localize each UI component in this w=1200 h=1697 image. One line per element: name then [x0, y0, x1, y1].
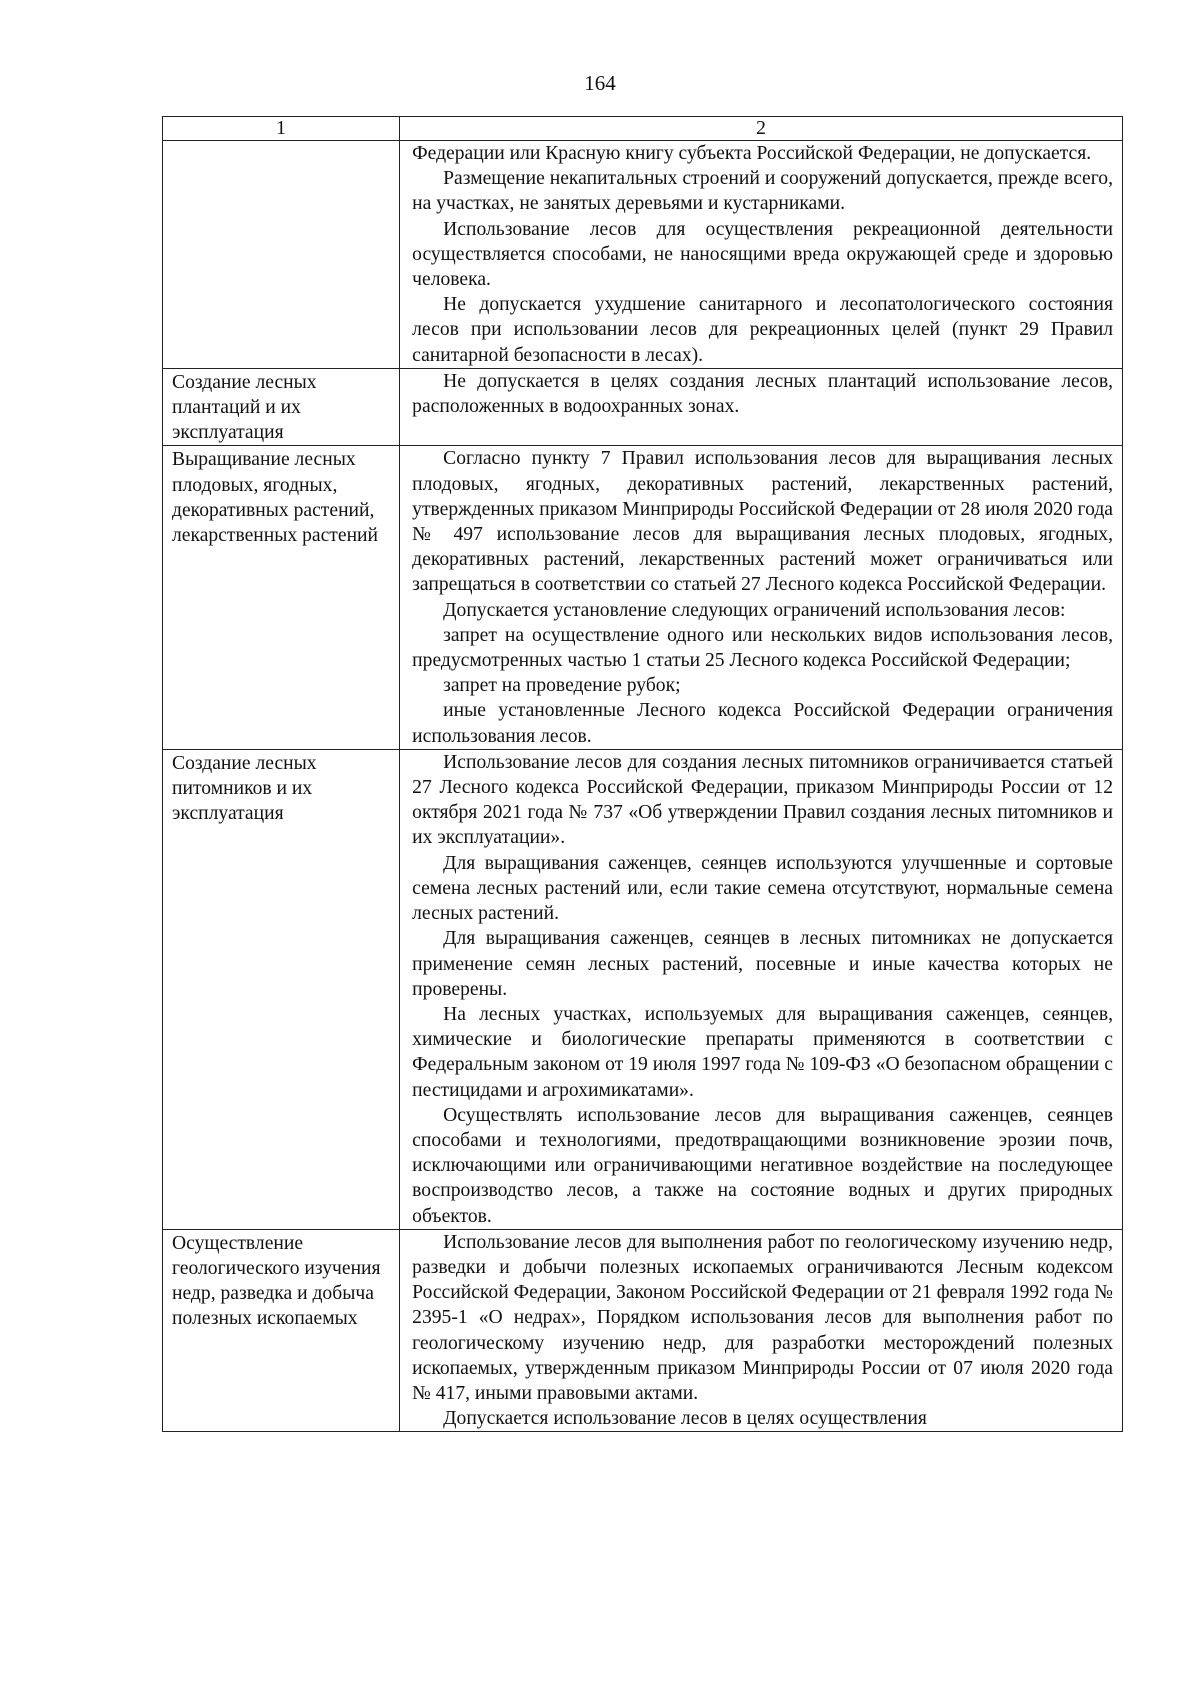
- paragraph: запрет на проведение рубок;: [443, 675, 681, 697]
- row-text: [400, 141, 1123, 369]
- paragraph: Допускается установление следующих ограничений использования лесов:: [443, 599, 1066, 621]
- restrictions-table: [162, 116, 1123, 1432]
- row-label: Выращивание лесных плодовых, ягодных, декоративных растений, лекарственных растений: [163, 446, 400, 749]
- table-row: [163, 446, 1123, 749]
- row-label: [163, 141, 400, 369]
- table-row: [163, 141, 1123, 369]
- table-row: [163, 1229, 1123, 1432]
- column-header-1: 1: [163, 117, 400, 141]
- table-header-row: [163, 117, 1123, 141]
- paragraph: Использование лесов для создания лесных питомников ограничивается статьей 27 Лесного кодекса Российской Федерации, приказом Минприроды России от 12 октября 2021 года № 737 «Об утверждении Правил создания лесных питомников и их эксплуатации».: [412, 751, 1113, 849]
- row-text: [400, 1229, 1123, 1432]
- table-row: [163, 749, 1123, 1229]
- paragraph: Не допускается ухудшение санитарного и лесопатологического состояния лесов при использовании лесов для рекреационных целей (пункт 29 Правил санитарной безопасности в лесах).: [412, 294, 1113, 366]
- paragraph: иные установленные Лесного кодекса Российской Федерации ограничения использования лесов.: [412, 700, 1113, 747]
- paragraph: Для выращивания саженцев, сеянцев в лесных питомниках не допускается применение семян лесных растений, посевные и иные качества которых не проверены.: [412, 928, 1113, 1000]
- paragraph: Использование лесов для выполнения работ по геологическому изучению недр, разведки и добычи полезных ископаемых ограничиваются Лесным кодексом Российской Федерации, Законом Российской Федерации от 21 февраля 1992 года № 2395-1 «О недрах», Порядком использования лесов для выполнения работ по геологическому изучению недр, для разработки месторождений полезных ископаемых, утвержденным приказом Минприроды России от 07 июля 2020 года № 417, иными правовыми актами.: [412, 1231, 1113, 1404]
- paragraph: Размещение некапитальных строений и сооружений допускается, прежде всего, на участках, не занятых деревьями и кустарниками.: [412, 168, 1113, 215]
- paragraph: запрет на осуществление одного или нескольких видов использования лесов, предусмотренных частью 1 статьи 25 Лесного кодекса Российской Федерации;: [412, 624, 1113, 672]
- table-row: [163, 368, 1123, 446]
- row-label: Создание лесных питомников и их эксплуатация: [163, 749, 400, 1229]
- paragraph: Допускается использование лесов в целях осуществления: [443, 1408, 927, 1430]
- paragraph: Согласно пункту 7 Правил использования лесов для выращивания лесных плодовых, ягодных, декоративных растений, лекарственных растений, утвержденных приказом Минприроды Российской Федерации от 28 июля 2020 года № 497 использование лесов для выращивания лесных плодовых, ягодных, декоративных растений, лекарственных растений может ограничиваться или запрещаться в соответствии со статьей 27 Лесного кодекса Российской Федерации.: [412, 448, 1113, 596]
- page-number: 164: [584, 71, 616, 95]
- paragraph: Использование лесов для осуществления рекреационной деятельности осуществляется способами, не наносящими вреда окружающей среде и здоровью человека.: [412, 218, 1113, 291]
- row-text: [400, 749, 1123, 1229]
- row-label: Осуществление геологического изучения недр, разведка и добыча полезных ископаемых: [163, 1229, 400, 1432]
- column-header-2: 2: [400, 117, 1123, 141]
- paragraph: Для выращивания саженцев, сеянцев используются улучшенные и сортовые семена лесных растений или, если такие семена отсутствуют, нормальные семена лесных растений.: [412, 852, 1113, 925]
- paragraph: Не допускается в целях создания лесных плантаций использование лесов, расположенных в водоохранных зонах.: [412, 370, 1113, 418]
- paragraph: На лесных участках, используемых для выращивания саженцев, сеянцев, химические и биологические препараты применяются в соответствии с Федеральным законом от 19 июля 1997 года № 109-ФЗ «О безопасном обращении с пестицидами и агрохимикатами».: [412, 1003, 1113, 1101]
- paragraph: Осуществлять использование лесов для выращивания саженцев, сеянцев способами и технологиями, предотвращающими возникновение эрозии почв, исключающими или ограничивающими негативное воздействие на последующее воспроизводство лесов, а также на состояние водных и других природных объектов.: [412, 1104, 1113, 1227]
- row-text: [400, 446, 1123, 749]
- paragraph: Федерации или Красную книгу субъекта Российской Федерации, не допускается.: [412, 143, 1092, 164]
- row-text: [400, 368, 1123, 446]
- row-label: Создание лесных плантаций и их эксплуатация: [163, 368, 400, 446]
